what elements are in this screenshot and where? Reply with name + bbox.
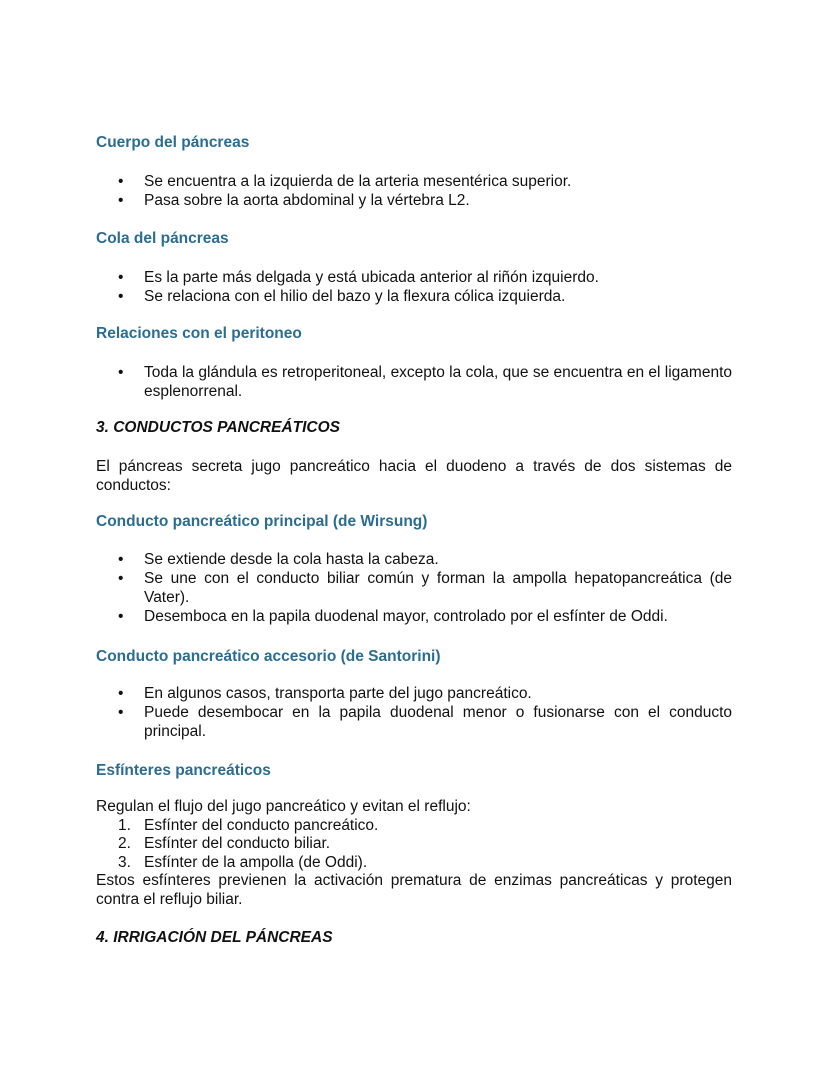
list-item: • Se relaciona con el hilio del bazo y la flexura cólica izquierda. [96,287,732,306]
heading-cola: Cola del páncreas [96,230,229,247]
heading-esfinteres: Esfínteres pancreáticos [96,762,271,779]
paragraph-esfinteres-intro: Regulan el flujo del jugo pancreático y evitan el reflujo: [96,798,471,815]
list-text: Esfínter de la ampolla (de Oddi). [144,853,368,871]
list-text: Esfínter del conducto pancreático. [144,816,379,834]
list-number: 3. [118,853,131,871]
list-cuerpo [96,172,732,210]
list-item: • Pasa sobre la aorta abdominal y la vértebra L2. [96,191,732,210]
list-item: • Desemboca en la papila duodenal mayor, controlado por el esfínter de Oddi. [96,607,732,626]
list-item: • En algunos casos, transporta parte del jugo pancreático. [96,684,732,703]
list-item: • Puede desembocar en la papila duodenal menor o fusionarse con el conducto principal. [96,703,732,741]
list-item: • Se encuentra a la izquierda de la arteria mesentérica superior. [96,172,732,191]
paragraph-conductos-intro: El páncreas secreta jugo pancreático hacia el duodeno a través de dos sistemas de conductos: [96,458,732,494]
list-esfinteres [96,817,732,873]
list-item: • Es la parte más delgada y está ubicada anterior al riñón izquierdo. [96,268,732,287]
list-item: • Toda la glándula es retroperitoneal, excepto la cola, que se encuentra en el ligamento esplenorrenal. [96,363,732,401]
list-item: • Se une con el conducto biliar común y forman la ampolla hepatopancreática (de Vater). [96,569,732,607]
heading-peritoneo: Relaciones con el peritoneo [96,325,302,342]
list-item [96,817,732,836]
list-santorini [96,684,732,741]
list-number: 2. [118,835,131,852]
list-text: Esfínter del conducto biliar. [144,835,331,852]
esfinteres-body [96,798,732,909]
list-item: • Se extiende desde la cola hasta la cabeza. [96,550,732,569]
section-title-irrigacion: 4. IRRIGACIÓN DEL PÁNCREAS [96,929,333,946]
heading-santorini: Conducto pancreático accesorio (de Santorini) [96,648,441,665]
list-item [96,854,732,873]
section-title-conductos: 3. CONDUCTOS PANCREÁTICOS [96,419,341,436]
list-number: 1. [118,816,131,834]
paragraph-esfinteres-outro: Estos esfínteres previenen la activación prematura de enzimas pancreáticas y protegen contra el reflujo biliar. [96,872,732,908]
list-wirsung [96,550,732,626]
heading-wirsung: Conducto pancreático principal (de Wirsung) [96,513,428,530]
list-peritoneo [96,363,732,401]
heading-cuerpo: Cuerpo del páncreas [96,134,250,151]
list-cola [96,268,732,306]
list-item [96,835,732,854]
